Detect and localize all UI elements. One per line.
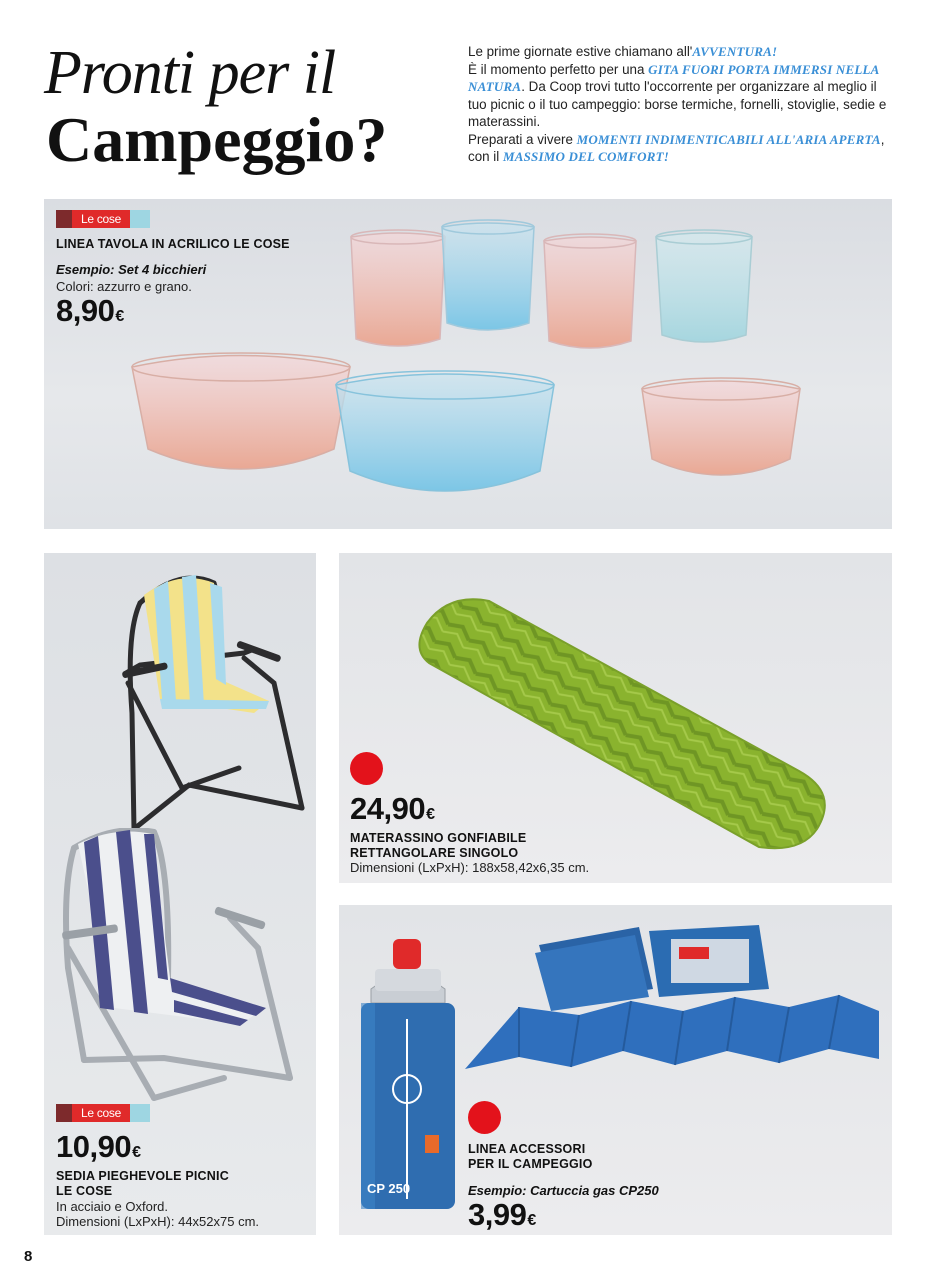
product-example: Esempio: Set 4 bicchieri [56, 262, 207, 277]
gas-cartridge-image [353, 939, 473, 1229]
product-dimensions: Dimensioni (LxPxH): 188x58,42x6,35 cm. [350, 860, 590, 875]
chair-panel [44, 553, 316, 1235]
product-price: 8,90€ [56, 293, 124, 328]
product-price: 24,90€ [350, 791, 435, 826]
accessories-panel [339, 905, 892, 1235]
product-price: 3,99€ [468, 1197, 536, 1232]
highlight-text: AVVENTURA! [692, 44, 778, 59]
product-name-line2: PER IL CAMPEGGIO [468, 1157, 593, 1171]
product-material: In acciaio e Oxford. [56, 1199, 168, 1214]
foam-mat-image [459, 919, 889, 1089]
intro-paragraph: Le prime giornate estive chiamano all'AVVENTURA! È il momento perfetto per una GITA FUORI PORTA IMMERSI NELLA NATURA. Da Coop trovi tutto l'occorrente per organizzare al meglio il tuo picnic o il tuo campeggio: borse termiche, fornelli, stoviglie, sedie e materassini. Preparati a vivere MOMENTI INDIMENTICABILI ALL'ARIA APERTA, con il MASSIMO DEL COMFORT! [468, 44, 887, 164]
product-name: LINEA TAVOLA IN ACRILICO LE COSE [56, 237, 290, 251]
product-name-line1: SEDIA PIEGHEVOLE PICNIC [56, 1169, 229, 1183]
page-title-line1: Pronti per il [44, 39, 336, 107]
brand-logo-le-cose: Le cose [56, 210, 150, 228]
svg-text:CP 250: CP 250 [367, 1181, 411, 1196]
product-name-line1: MATERASSINO GONFIABILE [350, 831, 527, 845]
highlight-text: MASSIMO DEL COMFORT! [502, 149, 670, 164]
product-name-line2: LE COSE [56, 1184, 113, 1198]
brand-logo-le-cose: Le cose [56, 1104, 150, 1122]
product-example: Esempio: Cartuccia gas CP250 [468, 1183, 659, 1198]
tableware-panel [44, 199, 892, 529]
highlight-text: MOMENTI INDIMENTICABILI ALL'ARIA APERTA [576, 131, 881, 147]
folding-chair-blue-image [44, 828, 316, 1128]
product-dimensions: Dimensioni (LxPxH): 44x52x75 cm. [56, 1214, 260, 1229]
mattress-panel [339, 553, 892, 883]
product-price: 10,90€ [56, 1129, 141, 1164]
product-name-line2: RETTANGOLARE SINGOLO [350, 846, 519, 860]
offer-dot [468, 1101, 501, 1134]
highlight-text: GITA FUORI PORTA IMMERSI NELLA NATURA [468, 61, 879, 94]
page-title-line2: Campeggio? [46, 104, 388, 175]
page-number: 8 [24, 1248, 33, 1265]
product-name-line1: LINEA ACCESSORI [468, 1142, 586, 1156]
product-colors: Colori: azzurro e grano. [56, 279, 192, 294]
folding-chair-yellow-image [44, 553, 316, 843]
offer-dot [350, 752, 383, 785]
